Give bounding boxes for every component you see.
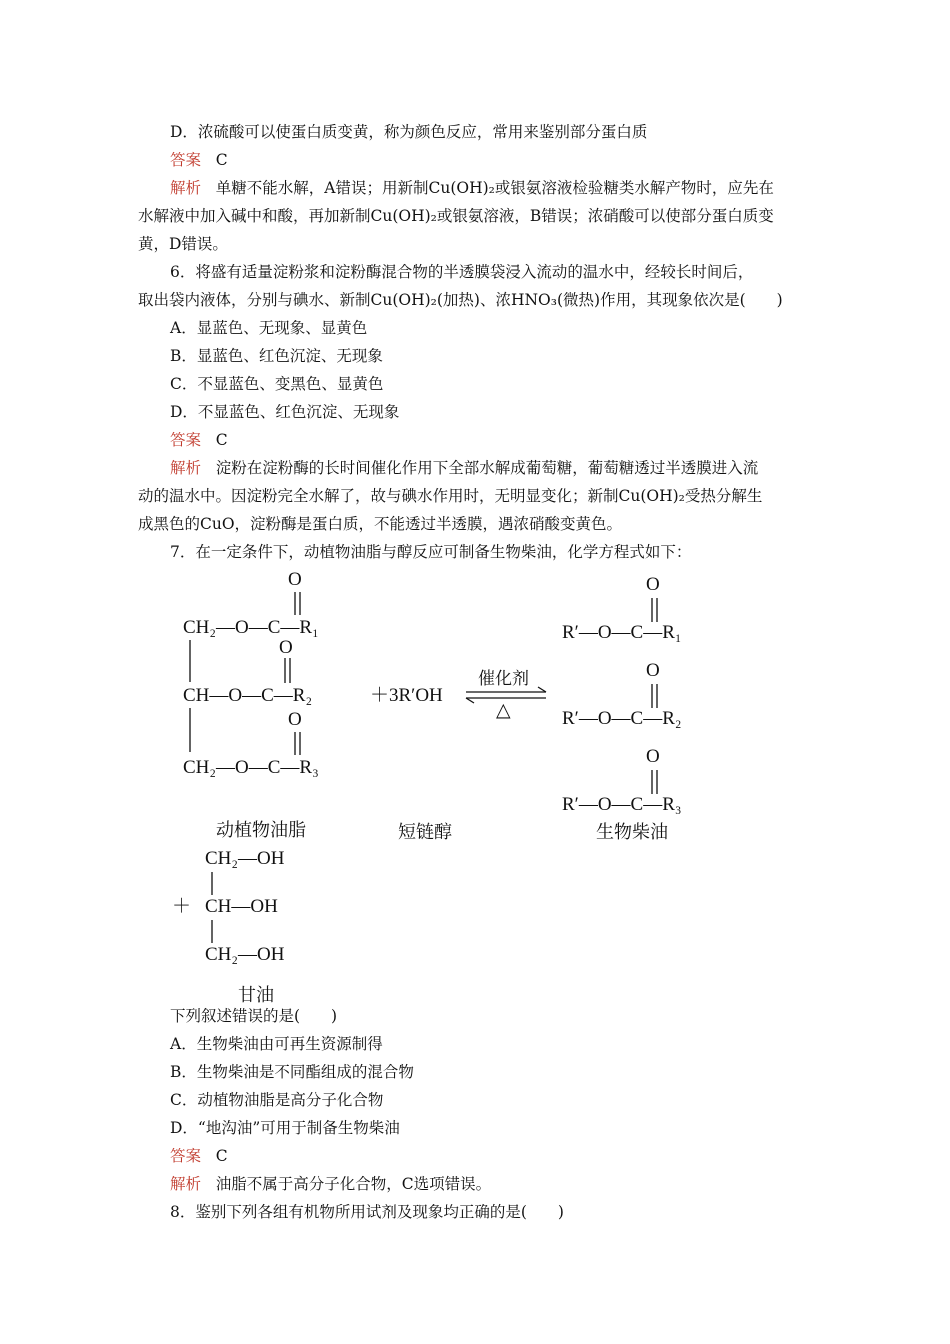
fat-row-1: CH₂—O—C—R₁ [183, 617, 319, 638]
caption-fat: 动植物油脂 [216, 820, 306, 841]
q6-stem-line-2: 取出袋内液体，分别与碘水、新制Cu(OH)₂(加热)、浓HNO₃(微热)作用，其现象依次是( ) [138, 291, 783, 309]
q5-explanation-line-1: 解析 单糖不能水解，A错误；用新制Cu(OH)₂或银氨溶液检验糖类水解产物时，应先在 [170, 179, 774, 197]
explanation-label: 解析 [170, 179, 202, 197]
fat-row-2: CH—O—C—R₂ [183, 685, 313, 706]
explanation-label: 解析 [170, 459, 202, 477]
answer-value: C [215, 431, 228, 449]
oxygen-atom: O [646, 660, 660, 681]
ester-row-3: R′—O—C—R₃ [562, 794, 682, 815]
q6-option-b: B．显蓝色、红色沉淀、无现象 [170, 347, 383, 365]
oxygen-atom: O [279, 637, 293, 658]
q6-explanation-line-3: 成黑色的CuO，淀粉酶是蛋白质，不能透过半透膜，遇浓硝酸变黄色。 [138, 515, 623, 533]
glycerol-row-2: CH—OH [205, 896, 278, 917]
q7-option-a: A．生物柴油由可再生资源制得 [170, 1035, 383, 1053]
caption-alcohol: 短链醇 [398, 822, 452, 843]
q7-option-d: D．“地沟油”可用于制备生物柴油 [170, 1119, 400, 1137]
oxygen-atom: O [646, 574, 660, 595]
q8-stem: 8．鉴别下列各组有机物所用试剂及现象均正确的是( ) [170, 1203, 564, 1221]
glycerol-row-1: CH₂—OH [205, 848, 285, 869]
answer-value: C [215, 151, 228, 169]
heat-symbol: △ [496, 700, 511, 721]
answer-value: C [215, 1147, 228, 1165]
oxygen-atom: O [288, 569, 302, 590]
caption-glycerol: 甘油 [238, 985, 274, 1006]
q6-option-a: A．显蓝色、无现象、显黄色 [170, 319, 368, 337]
fat-row-3: CH₂—O—C—R₃ [183, 757, 319, 778]
q7-explanation: 解析 油脂不属于高分子化合物，C选项错误。 [170, 1175, 492, 1193]
catalyst-label: 催化剂 [478, 669, 529, 689]
q7-answer [170, 1146, 228, 1166]
oxygen-atom: O [288, 709, 302, 730]
q6-option-d: D．不显蓝色、红色沉淀、无现象 [170, 403, 400, 421]
q7-option-b: B．生物柴油是不同酯组成的混合物 [170, 1063, 414, 1081]
q6-explanation-line-2: 动的温水中。因淀粉完全水解了，故与碘水作用时，无明显变化；新制Cu(OH)₂受热分解生 [138, 487, 763, 505]
q5-option-d: D．浓硫酸可以使蛋白质变黄，称为颜色反应，常用来鉴别部分蛋白质 [170, 123, 648, 141]
reagent-alcohol: ＋3R′OH [370, 685, 443, 706]
q6-explanation-line-1: 解析 淀粉在淀粉酶的长时间催化作用下全部水解成葡萄糖，葡萄糖透过半透膜进入流 [170, 459, 759, 477]
answer-label: 答案 [170, 151, 202, 169]
q6-stem-line-1: 6．将盛有适量淀粉浆和淀粉酶混合物的半透膜袋浸入流动的温水中，经较长时间后， [170, 263, 754, 281]
answer-label: 答案 [170, 431, 202, 449]
ester-row-2: R′—O—C—R₂ [562, 708, 682, 729]
explanation-label: 解析 [170, 1175, 202, 1193]
plus-sign: ＋ [172, 896, 192, 917]
caption-diesel: 生物柴油 [596, 822, 668, 843]
q7-question: 下列叙述错误的是( ) [170, 1007, 338, 1025]
q5-explanation-line-2: 水解液中加入碱中和酸，再加新制Cu(OH)₂或银氨溶液，B错误；浓硝酸可以使部分蛋白质变 [138, 207, 774, 225]
glycerol-row-3: CH₂—OH [205, 944, 285, 965]
oxygen-atom: O [646, 746, 660, 767]
q6-option-c: C．不显蓝色、变黑色、显黄色 [170, 375, 384, 393]
answer-label: 答案 [170, 1147, 202, 1165]
q5-explanation-line-3: 黄，D错误。 [138, 235, 228, 253]
ester-row-1: R′—O—C—R₁ [562, 622, 682, 643]
q7-stem: 7．在一定条件下，动植物油脂与醇反应可制备生物柴油，化学方程式如下： [170, 543, 692, 561]
q7-option-c: C．动植物油脂是高分子化合物 [170, 1091, 384, 1109]
